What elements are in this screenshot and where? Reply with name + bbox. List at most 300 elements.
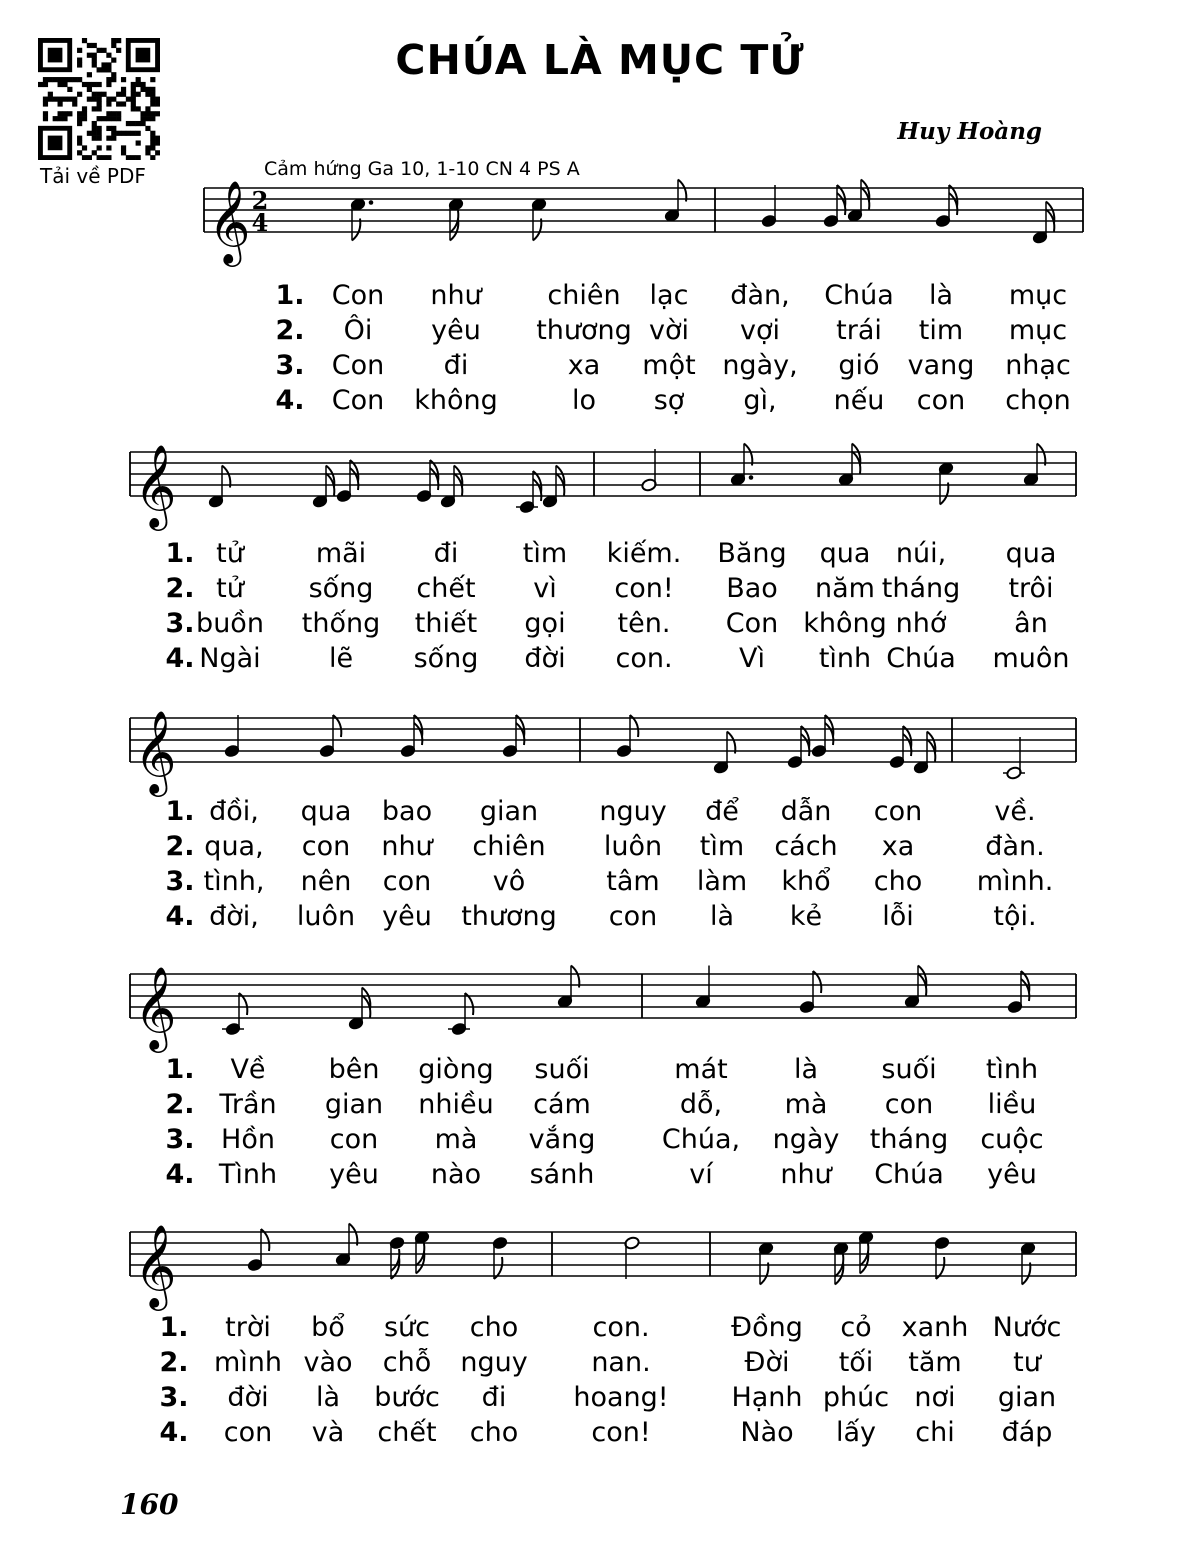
lyric-line <box>0 901 1200 941</box>
lyric-syllable: Con <box>331 350 385 381</box>
lyric-syllable: như <box>430 280 482 311</box>
note-flag <box>918 966 926 988</box>
lyric-syllable: qua <box>1005 538 1057 569</box>
note-head <box>224 744 240 758</box>
note-flag <box>801 734 809 756</box>
note-flag <box>326 474 334 496</box>
lyric-syllable: suối <box>881 1054 937 1085</box>
lyric-syllable: Hạnh <box>731 1382 803 1413</box>
lyric-syllable: cuộc <box>980 1124 1044 1155</box>
lyric-syllable: Chúa <box>886 643 956 674</box>
lyric-syllable: Bao <box>726 573 778 604</box>
note-head <box>833 1241 849 1255</box>
verse-number: 3. <box>165 608 195 639</box>
note-head <box>336 489 352 503</box>
lyric-syllable: gió <box>838 350 880 381</box>
note-head <box>858 1230 874 1244</box>
note-flag <box>630 715 638 737</box>
note-head <box>641 478 657 492</box>
verse-number: 2. <box>275 315 305 346</box>
note-flag <box>350 468 358 490</box>
note-flag <box>516 715 524 737</box>
note-flag <box>430 460 438 482</box>
lyric-line <box>0 831 1200 871</box>
lyric-syllable: đàn. <box>985 831 1045 862</box>
note-head <box>713 760 729 774</box>
lyric-syllable: thương <box>461 901 557 932</box>
lyric-syllable: Nào <box>740 1417 794 1448</box>
note-head <box>811 744 827 758</box>
lyric-syllable: Chúa, <box>661 1124 741 1155</box>
lyric-syllable: Về <box>230 1054 266 1085</box>
lyric-syllable: tử <box>216 573 244 604</box>
lyric-line <box>0 796 1200 836</box>
verse-number: 3. <box>275 350 305 381</box>
lyric-syllable: là <box>315 1382 341 1413</box>
note-head <box>348 1016 364 1030</box>
note-flag <box>222 466 230 488</box>
lyric-syllable: trời <box>225 1312 271 1343</box>
verse-number: 1. <box>159 1312 189 1343</box>
note-flag <box>837 185 845 207</box>
lyric-syllable: phúc <box>822 1382 890 1413</box>
lyric-syllable: tháng <box>869 1124 949 1155</box>
lyric-syllable: thiết <box>414 608 478 639</box>
lyric-syllable: trôi <box>1008 573 1054 604</box>
note-head <box>225 1022 241 1036</box>
lyric-syllable: chi <box>915 1417 955 1448</box>
lyric-syllable: tối <box>838 1347 874 1378</box>
note-flag <box>1037 444 1045 466</box>
lyric-syllable: qua <box>300 796 352 827</box>
lyric-syllable: vắng <box>528 1124 596 1155</box>
lyric-syllable: tăm <box>908 1347 962 1378</box>
lyric-syllable: xanh <box>901 1312 969 1343</box>
lyric-syllable: tìm <box>699 831 745 862</box>
lyric-syllable: ví <box>689 1159 713 1190</box>
lyric-syllable: con! <box>614 573 674 604</box>
note-head <box>440 494 456 508</box>
lyric-syllable: năm <box>815 573 875 604</box>
lyric-syllable: sống <box>413 643 479 674</box>
lyric-syllable: Vì <box>739 643 765 674</box>
lyric-syllable: yêu <box>382 901 432 932</box>
lyric-syllable: nhớ <box>895 608 947 639</box>
lyric-syllable: làm <box>696 866 748 897</box>
lyric-syllable: nhiều <box>418 1089 494 1120</box>
note-flag <box>861 188 869 210</box>
note-head <box>519 500 535 514</box>
note-head <box>1020 1241 1036 1255</box>
lyric-syllable: muôn <box>992 643 1070 674</box>
note-flag <box>430 468 438 490</box>
lyric-syllable: không <box>414 385 498 416</box>
lyric-syllable: là <box>793 1054 819 1085</box>
treble-clef: 𝄞 <box>134 1223 177 1307</box>
lyric-line <box>0 385 1200 425</box>
note-flag <box>391 1249 399 1271</box>
note-flag <box>261 1229 269 1251</box>
note-flag <box>362 996 370 1018</box>
lyric-syllable: nơi <box>914 1382 956 1413</box>
note-head <box>335 1252 351 1266</box>
lyric-syllable: lỗi <box>882 901 914 932</box>
lyric-syllable: gian <box>324 1089 384 1120</box>
note-head <box>400 744 416 758</box>
note-flag <box>903 726 911 748</box>
lyric-syllable: con <box>916 385 966 416</box>
note-head <box>761 214 777 228</box>
note-flag <box>927 732 935 754</box>
lyric-line <box>0 573 1200 613</box>
lyric-syllable: yêu <box>431 315 481 346</box>
lyric-syllable: Chúa <box>874 1159 944 1190</box>
note-flag <box>825 715 833 737</box>
treble-clef: 𝄞 <box>208 179 251 263</box>
lyric-line <box>0 538 1200 578</box>
verse-number: 4. <box>165 901 195 932</box>
lyric-syllable: tình, <box>203 866 265 897</box>
lyric-line <box>0 350 1200 390</box>
lyric-syllable: con <box>223 1417 273 1448</box>
lyric-line <box>0 1124 1200 1164</box>
note-flag <box>450 211 458 233</box>
note-head <box>758 1241 774 1255</box>
lyric-syllable: Con <box>331 385 385 416</box>
lyric-line <box>0 1159 1200 1199</box>
lyric-syllable: mình <box>213 1347 283 1378</box>
note-head <box>624 1236 640 1250</box>
lyric-line <box>0 315 1200 355</box>
note-flag <box>333 715 341 737</box>
note-flag <box>860 1252 868 1274</box>
lyric-syllable: vì <box>533 573 557 604</box>
lyric-syllable: nếu <box>833 385 885 416</box>
lyric-syllable: tháng <box>881 573 961 604</box>
verse-number: 1. <box>165 538 195 569</box>
note-flag <box>533 479 541 501</box>
verse-number: 3. <box>159 1382 189 1413</box>
lyric-syllable: tư <box>1013 1347 1041 1378</box>
lyric-syllable: đi <box>433 538 459 569</box>
note-head <box>414 1230 430 1244</box>
lyric-syllable: núi, <box>895 538 947 569</box>
verse-number: 4. <box>165 643 195 674</box>
lyric-syllable: cho <box>469 1312 519 1343</box>
note-flag <box>1021 979 1029 1001</box>
note-head <box>319 744 335 758</box>
lyric-syllable: vào <box>303 1347 353 1378</box>
lyric-syllable: buồn <box>196 608 264 639</box>
note-flag <box>727 732 735 754</box>
lyric-syllable: khổ <box>781 866 831 897</box>
note-head <box>935 214 951 228</box>
lyric-syllable: đời, <box>209 901 259 932</box>
note-head <box>1023 472 1039 486</box>
verse-number: 2. <box>165 1089 195 1120</box>
lyric-syllable: gì, <box>743 385 777 416</box>
lyric-syllable: một <box>642 350 696 381</box>
lyric-syllable: nhạc <box>1005 350 1071 381</box>
note-flag <box>465 993 473 1015</box>
note-flag <box>861 180 869 202</box>
note-head <box>531 197 547 211</box>
note-head <box>492 1236 508 1250</box>
lyric-syllable: nguy <box>599 796 667 827</box>
lyric-syllable: gian <box>997 1382 1057 1413</box>
note-flag <box>918 974 926 996</box>
note-flag <box>852 444 860 466</box>
lyric-line <box>0 643 1200 683</box>
lyric-syllable: mãi <box>315 538 367 569</box>
note-flag <box>414 715 422 737</box>
note-flag <box>927 740 935 762</box>
lyric-syllable: mà <box>784 1089 828 1120</box>
note-flag <box>352 219 360 241</box>
lyric-syllable: mình. <box>976 866 1054 897</box>
lyric-syllable: tim <box>918 315 964 346</box>
lyric-line <box>0 1054 1200 1094</box>
lyric-syllable: chết <box>377 1417 437 1448</box>
lyric-syllable: kẻ <box>789 901 823 932</box>
lyric-syllable: ngày, <box>722 350 798 381</box>
lyric-syllable: qua, <box>204 831 264 862</box>
lyric-syllable: cho <box>873 866 923 897</box>
note-head <box>451 1022 467 1036</box>
note-flag <box>454 466 462 488</box>
note-flag <box>556 474 564 496</box>
lyric-syllable: sức <box>383 1312 431 1343</box>
note-head <box>695 994 711 1008</box>
note-flag <box>533 471 541 493</box>
note-head <box>799 1000 815 1014</box>
lyric-syllable: Ôi <box>343 315 373 346</box>
note-flag <box>454 474 462 496</box>
lyric-syllable: qua <box>819 538 871 569</box>
lyric-syllable: mà <box>434 1124 478 1155</box>
note-flag <box>813 971 821 993</box>
note-flag <box>416 1244 424 1266</box>
lyric-syllable: con <box>329 1124 379 1155</box>
note-flag <box>349 1224 357 1246</box>
lyric-syllable: con. <box>615 643 673 674</box>
note-flag <box>571 966 579 988</box>
lyric-syllable: vang <box>907 350 975 381</box>
note-head <box>542 494 558 508</box>
lyric-syllable: đời <box>227 1382 269 1413</box>
lyric-syllable: đi <box>443 350 469 381</box>
lyric-syllable: nan. <box>591 1347 651 1378</box>
note-head <box>730 472 746 486</box>
lyric-syllable: cám <box>533 1089 591 1120</box>
lyric-syllable: như <box>780 1159 832 1190</box>
lyric-syllable: con <box>873 796 923 827</box>
lyric-syllable: tên. <box>617 608 671 639</box>
lyric-syllable: con. <box>592 1312 650 1343</box>
lyric-syllable: Hồn <box>221 1124 275 1155</box>
lyric-line <box>0 1312 1200 1352</box>
note-flag <box>940 483 948 505</box>
lyric-syllable: đồi, <box>209 796 259 827</box>
verse-number: 2. <box>165 573 195 604</box>
lyric-syllable: lấy <box>835 1417 877 1448</box>
lyric-syllable: chỗ <box>382 1347 432 1378</box>
verse-number: 4. <box>159 1417 189 1448</box>
lyric-syllable: kiếm. <box>606 538 682 569</box>
lyric-syllable: xa <box>881 831 915 862</box>
lyric-syllable: Ngài <box>199 643 261 674</box>
lyric-syllable: Chúa <box>824 280 894 311</box>
note-head <box>350 197 366 211</box>
lyric-syllable: Băng <box>717 538 787 569</box>
lyric-syllable: mát <box>674 1054 728 1085</box>
lyric-syllable: cho <box>469 1417 519 1448</box>
lyric-syllable: con <box>608 901 658 932</box>
lyric-syllable: giòng <box>418 1054 494 1085</box>
time-signature-top: 2 <box>251 186 269 215</box>
lyric-syllable: đi <box>481 1382 507 1413</box>
lyric-syllable: Đồng <box>731 1312 803 1343</box>
note-flag <box>678 180 686 202</box>
treble-clef: 𝄞 <box>134 443 177 527</box>
lyric-syllable: dỗ, <box>679 1089 723 1120</box>
lyric-syllable: không <box>803 608 887 639</box>
note-flag <box>516 723 524 745</box>
lyric-syllable: mục <box>1008 280 1068 311</box>
lyric-syllable: bao <box>381 796 433 827</box>
lyric-syllable: bước <box>374 1382 440 1413</box>
lyric-syllable: Tình <box>218 1159 278 1190</box>
lyric-syllable: yêu <box>987 1159 1037 1190</box>
lyric-syllable: con! <box>591 1417 651 1448</box>
lyric-syllable: ân <box>1014 608 1048 639</box>
lyric-syllable: chiên <box>547 280 621 311</box>
lyric-syllable: bên <box>328 1054 380 1085</box>
verse-number: 1. <box>165 796 195 827</box>
composer: Huy Hoàng <box>897 118 1042 145</box>
note-flag <box>744 444 752 466</box>
note-flag <box>835 1263 843 1285</box>
note-head <box>1007 1000 1023 1014</box>
note-flag <box>414 723 422 745</box>
note-flag <box>903 734 911 756</box>
lyric-line <box>0 1417 1200 1457</box>
note-flag <box>1022 1263 1030 1285</box>
lyric-syllable: sợ <box>653 385 685 416</box>
lyric-syllable: nào <box>430 1159 482 1190</box>
lyric-syllable: đời <box>524 643 566 674</box>
lyric-syllable: lẽ <box>328 643 354 674</box>
note-head <box>889 755 905 769</box>
lyric-syllable: luôn <box>296 901 356 932</box>
note-flag <box>556 466 564 488</box>
lyric-syllable: và <box>311 1417 345 1448</box>
note-flag <box>835 1255 843 1277</box>
song-title: CHÚA LÀ MỤC TỬ <box>395 36 805 84</box>
lyric-line <box>0 608 1200 648</box>
verse-number: 4. <box>165 1159 195 1190</box>
note-head <box>904 994 920 1008</box>
note-flag <box>949 193 957 215</box>
note-flag <box>362 988 370 1010</box>
note-flag <box>350 460 358 482</box>
lyric-syllable: tử <box>216 538 244 569</box>
lyric-syllable: bổ <box>311 1312 345 1343</box>
lyric-syllable: chọn <box>1005 385 1071 416</box>
note-flag <box>450 219 458 241</box>
lyric-syllable: gọi <box>524 608 566 639</box>
lyric-syllable: lo <box>571 385 597 416</box>
lyric-syllable: thống <box>301 608 381 639</box>
lyric-syllable: nguy <box>460 1347 528 1378</box>
lyric-syllable: thương <box>536 315 632 346</box>
lyric-syllable: tội. <box>993 901 1037 932</box>
lyric-syllable: vô <box>492 866 526 897</box>
lyric-line <box>0 1089 1200 1129</box>
lyric-syllable: như <box>381 831 433 862</box>
note-head <box>502 744 518 758</box>
verse-number: 3. <box>165 866 195 897</box>
note-flag <box>326 466 334 488</box>
note-head <box>557 994 573 1008</box>
lyric-syllable: lạc <box>649 280 689 311</box>
note-head <box>938 461 954 475</box>
note-flag <box>760 1263 768 1285</box>
lyric-syllable: dẫn <box>780 796 832 827</box>
note-dot <box>369 200 374 205</box>
note-flag <box>837 193 845 215</box>
verse-number: 1. <box>275 280 305 311</box>
lyric-syllable: hoang! <box>573 1382 669 1413</box>
lyric-syllable: gian <box>479 796 539 827</box>
lyric-syllable: vợi <box>740 315 780 346</box>
note-flag <box>494 1257 502 1279</box>
verse-number: 2. <box>165 831 195 862</box>
lyric-line <box>0 866 1200 906</box>
note-head <box>389 1236 405 1250</box>
note-flag <box>1046 210 1054 232</box>
note-flag <box>860 1244 868 1266</box>
lyric-syllable: cách <box>774 831 838 862</box>
note-flag <box>949 185 957 207</box>
time-signature-bottom: 4 <box>251 208 269 237</box>
note-head <box>247 1258 263 1272</box>
verse-number: 2. <box>159 1347 189 1378</box>
lyric-syllable: vời <box>649 315 689 346</box>
lyric-syllable: về. <box>994 796 1036 827</box>
page-number: 160 <box>120 1488 179 1521</box>
note-head <box>416 489 432 503</box>
note-flag <box>1021 971 1029 993</box>
note-head <box>847 208 863 222</box>
lyric-syllable: tình <box>818 643 872 674</box>
lyric-syllable: sánh <box>529 1159 595 1190</box>
scripture-reference: Cảm hứng Ga 10, 1-10 CN 4 PS A <box>264 158 580 180</box>
lyric-syllable: chết <box>416 573 476 604</box>
note-flag <box>852 452 860 474</box>
verse-number: 3. <box>165 1124 195 1155</box>
lyric-syllable: suối <box>534 1054 590 1085</box>
lyric-syllable: con <box>301 831 351 862</box>
lyric-syllable: Đời <box>744 1347 790 1378</box>
verse-number: 4. <box>275 385 305 416</box>
download-pdf-label[interactable]: Tải về PDF <box>40 164 146 188</box>
note-head <box>787 755 803 769</box>
treble-clef: 𝄞 <box>134 965 177 1049</box>
lyric-syllable: liều <box>987 1089 1037 1120</box>
lyric-syllable: Nước <box>992 1312 1062 1343</box>
note-head <box>838 472 854 486</box>
